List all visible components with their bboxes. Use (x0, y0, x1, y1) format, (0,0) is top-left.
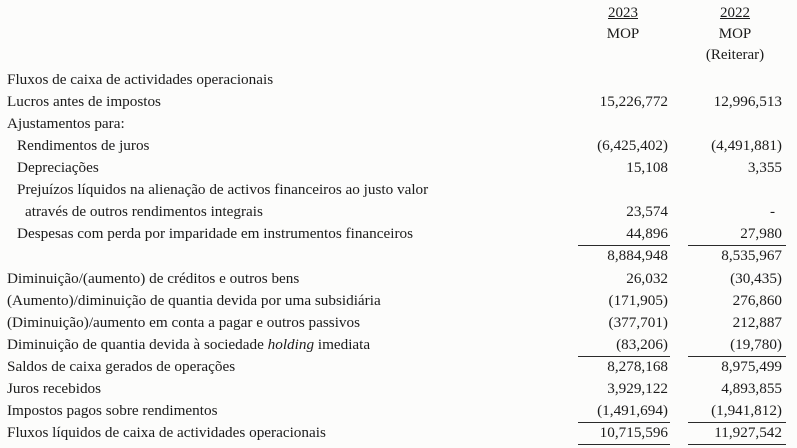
value-2022: 276,860 (732, 292, 782, 309)
value-2022: (19,780) (730, 336, 782, 353)
row-label: Juros recebidos (7, 380, 102, 397)
value-2022: 3,355 (747, 159, 782, 176)
value-2023: (1,491,694) (597, 402, 668, 419)
row-label: Prejuízos líquidos na alienação de activos financeiros ao justo valor (17, 181, 429, 198)
row-label: Fluxos líquidos de caixa de actividades operacionais (7, 424, 326, 441)
value-2022: 11,927,542 (714, 424, 782, 441)
value-2022: - (769, 203, 775, 220)
row-adjustments-heading (0, 113, 797, 135)
value-2023: 10,715,596 (599, 424, 668, 441)
row-operating-activities-heading (0, 69, 797, 91)
restated-note: (Reiterar) (705, 47, 765, 63)
row-impairment-loss (0, 223, 797, 245)
value-2022: (4,491,881) (711, 137, 782, 154)
value-2022: 8,975,499 (721, 358, 782, 375)
row-income-tax-paid (0, 400, 797, 422)
row-net-loss-disposal-line2 (0, 201, 797, 223)
row-label: Depreciações (17, 159, 99, 176)
value-2023: 8,278,168 (607, 358, 668, 375)
value-2023: 3,929,122 (607, 380, 668, 397)
value-2022: 27,980 (740, 225, 782, 242)
row-profit-before-tax (0, 91, 797, 113)
row-cash-generated (0, 356, 797, 378)
row-label: (Diminuição)/aumento em conta a pagar e outros passivos (7, 314, 361, 331)
row-label: Saldos de caixa gerados de operações (7, 358, 236, 375)
value-2023: (171,905) (608, 292, 668, 309)
row-payables-change (0, 312, 797, 334)
value-2023: 15,108 (626, 159, 668, 176)
row-interest-received (0, 378, 797, 400)
currency-2023: MOP (606, 26, 640, 42)
value-2023: (6,425,402) (597, 137, 668, 154)
row-subsidiary-amount-change (0, 290, 797, 312)
row-net-operating-cash-flow (0, 422, 797, 444)
value-2023: (377,701) (608, 314, 668, 331)
row-depreciation (0, 157, 797, 179)
row-label: (Aumento)/diminuição de quantia devida por uma subsidiária (7, 292, 381, 309)
row-subtotal (0, 245, 797, 267)
row-net-loss-disposal-line1 (0, 179, 797, 201)
row-label: Despesas com perda por imparidade em instrumentos financeiros (17, 225, 414, 242)
value-2022: 8,535,967 (721, 247, 782, 264)
total-rule-2023 (578, 444, 670, 445)
row-label: Lucros antes de impostos (7, 93, 161, 110)
row-label (7, 334, 370, 356)
column-header-2022 (693, 3, 777, 66)
value-2023: 15,226,772 (599, 93, 668, 110)
row-holding-company-amount (0, 334, 797, 356)
row-label: Fluxos de caixa de actividades operacionais (7, 71, 274, 88)
value-2022: (30,435) (730, 270, 782, 287)
label-italic-text: holding (267, 336, 315, 353)
value-2023: (83,206) (616, 336, 668, 353)
value-2023: 26,032 (626, 270, 668, 287)
value-2022: (1,941,812) (711, 402, 782, 419)
value-2023: 44,896 (626, 225, 668, 242)
value-2022: 12,996,513 (713, 93, 782, 110)
value-2023: 8,884,948 (607, 247, 668, 264)
year-2023: 2023 (608, 5, 638, 21)
row-interest-income (0, 135, 797, 157)
total-rule-2022 (688, 444, 786, 445)
value-2023: 23,574 (626, 203, 668, 220)
currency-2022: MOP (718, 26, 752, 42)
year-2022: 2022 (720, 5, 750, 21)
value-2022: 212,887 (732, 314, 782, 331)
row-label: Impostos pagos sobre rendimentos (7, 402, 218, 419)
column-header-2023 (588, 3, 658, 45)
row-receivables-change (0, 268, 797, 290)
row-label: através de outros rendimentos integrais (25, 203, 263, 220)
value-2022: 4,893,855 (721, 380, 782, 397)
row-label: Diminuição/(aumento) de créditos e outros bens (7, 270, 300, 287)
row-label: Ajustamentos para: (7, 115, 125, 132)
label-text: Diminuição de quantia devida à sociedade (7, 336, 268, 353)
label-text: imediata (314, 336, 371, 353)
row-label: Rendimentos de juros (17, 137, 150, 154)
